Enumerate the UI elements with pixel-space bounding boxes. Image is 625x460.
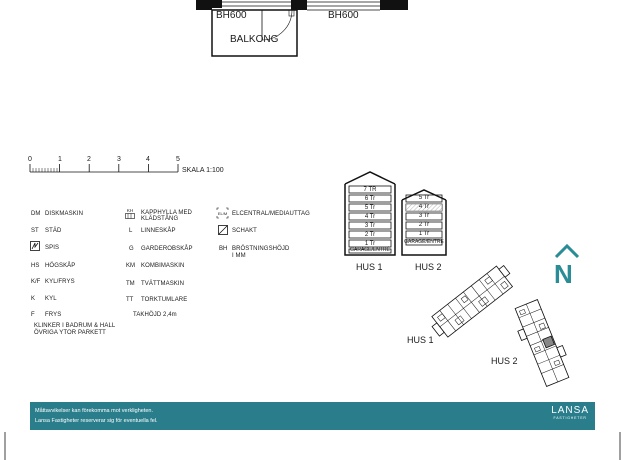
legend-label-spis: SPIS: [45, 245, 60, 251]
ceiling-height: TAKHÖJD 2,4m: [133, 312, 177, 318]
balcony-label: BALKONG: [230, 34, 279, 45]
legend-code-dm: DM: [31, 211, 41, 217]
legend-label-l: LINNESKÅP: [141, 228, 176, 234]
legend-code-km: KM: [126, 263, 135, 269]
finish-line-2: ÖVRIGA YTOR PARKETT: [34, 330, 106, 336]
legend-label-tm: TVÄTTMASKIN: [141, 281, 185, 287]
scale-tick-5: 5: [176, 156, 180, 163]
legend-label-elcentral: ELCENTRAL/MEDIAUTTAG: [232, 211, 310, 217]
legend-code-st: ST: [31, 228, 39, 234]
footer-disclaimer-1: Måttavvikelser kan förekomma mot verkligheten.: [35, 408, 153, 414]
scale-tick-2: 2: [87, 156, 91, 163]
legend-label-schakt: SCHAKT: [232, 228, 257, 234]
legend-code-hs: HS: [31, 263, 40, 269]
hus2-floor-5: 5 Tr: [418, 195, 430, 201]
scale-label: SKALA 1:100: [182, 167, 224, 174]
bh-label-right: BH600: [328, 10, 359, 21]
floor-plan-fragment: [0, 0, 625, 60]
legend-code-bh: BH: [219, 246, 228, 252]
legend-code-tt: TT: [126, 297, 134, 303]
electrical-panel-icon: EL/M: [216, 207, 229, 219]
hus2-floor-3: 3 Tr: [418, 213, 430, 219]
site-hus2-label: HUS 2: [491, 356, 518, 366]
legend-code-g: G: [129, 246, 134, 252]
north-label: N: [554, 259, 573, 289]
scale-tick-4: 4: [146, 156, 150, 163]
legend-label-k: KYL: [45, 296, 57, 302]
brand-sub: FASTIGHETER: [553, 416, 587, 420]
hus1-title: HUS 1: [356, 262, 383, 272]
hus2-floor-4-highlight: 4 Tr: [406, 204, 442, 211]
legend-label-g: GARDEROBSKÅP: [141, 246, 193, 252]
legend-code-tm: TM: [126, 281, 135, 287]
scale-tick-0: 0: [28, 156, 32, 163]
hus2-floor-garage: GARAGE/ENTRÉ: [404, 239, 444, 245]
hus2-title: HUS 2: [415, 262, 442, 272]
legend-code-k: K: [31, 296, 36, 302]
lansa-logo: [551, 405, 589, 420]
legend-label-hs: HÖGSKÅP: [45, 263, 76, 269]
hus2-floor-1: 1 Tr: [418, 231, 430, 237]
legend-code-kf: K/F: [31, 279, 41, 285]
scale-tick-3: 3: [117, 156, 121, 163]
hus1-floor-4: 4 Tr: [364, 214, 376, 220]
hus1-floor-7: 7 TR: [363, 187, 377, 193]
legend-label-kf: KYL/FRYS: [45, 279, 75, 285]
hus1-floor-6: 6 Tr: [364, 196, 376, 202]
site-plan: [420, 255, 590, 390]
legend-label-dm: DISKMASKIN: [45, 211, 84, 217]
stove-icon: [30, 241, 40, 251]
scale-tick-1: 1: [58, 156, 62, 163]
hus1-floor-5: 5 Tr: [364, 205, 376, 211]
legend-label-bh: BRÖSTNINGSHÖJD: [232, 246, 290, 252]
legend-code-f: F: [31, 312, 35, 318]
footer-disclaimer-2: Lansa Fastigheter reserverar sig för eventuella fel.: [35, 418, 158, 424]
legend-label-kapphylla: KAPPHYLLA MED: [141, 210, 192, 216]
hus2-floor-2: 2 Tr: [418, 222, 430, 228]
hus1-floor-2: 2 Tr: [364, 232, 376, 238]
legend-label-km: KOMBIMASKIN: [141, 263, 185, 269]
footer-bar: [30, 402, 595, 430]
legend-label-st: STÄD: [45, 228, 62, 234]
hus1-floor-3: 3 Tr: [364, 223, 376, 229]
shaft-icon: [218, 225, 228, 235]
bh-label-left: BH600: [216, 10, 247, 21]
legend-label-f: FRYS: [45, 312, 62, 318]
crop-marks: [0, 428, 625, 460]
legend-label-tt: TORKTUMLARE: [141, 297, 188, 303]
legend-code-l: L: [129, 228, 133, 234]
brand-name: LANSA: [551, 405, 589, 416]
legend-label-kapphylla-2: KLÄDSTÅNG: [141, 216, 179, 222]
legend-label-bh-2: I MM: [232, 253, 246, 259]
hus1-floor-garage: GARAGE/ENTRÉ: [350, 247, 390, 253]
finish-line-1: KLINKER I BADRUM & HALL: [34, 323, 116, 329]
coat-rack-icon: KH: [125, 208, 135, 219]
site-hus1-label: HUS 1: [407, 335, 434, 345]
hus1-floor-1: 1 Tr: [364, 241, 376, 247]
scale-bar: [20, 150, 200, 180]
